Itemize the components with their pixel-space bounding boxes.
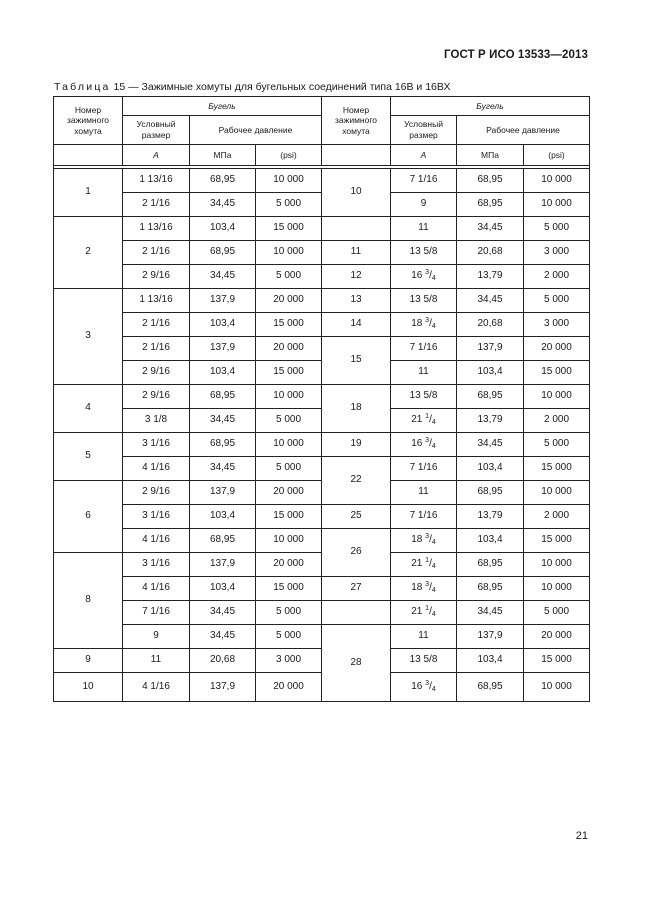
cell: 68,95 <box>457 481 524 505</box>
cell: 10 000 <box>524 169 590 193</box>
clamp-cell: 11 <box>322 241 391 265</box>
cell: 2 1/16 <box>123 193 190 217</box>
cell: 11 <box>391 217 457 241</box>
unit-mpa-2: МПа <box>457 145 524 166</box>
cell: 1 13/16 <box>123 217 190 241</box>
den: 4 <box>431 443 436 451</box>
fraction-size: 16 $^3/_4$ <box>411 437 436 451</box>
header-clamp-number: Номер зажимного хомута <box>54 97 123 145</box>
fraction-size: 18 $^3/_4$ <box>411 317 436 331</box>
cell: 4 1/16 <box>123 673 190 702</box>
clamp-cell: 18 <box>322 385 391 433</box>
cell: 3 000 <box>524 313 590 337</box>
cell: 13,79 <box>457 409 524 433</box>
cell: 2 1/16 <box>123 313 190 337</box>
cell: 10 000 <box>256 169 322 193</box>
cell: 5 000 <box>256 601 322 625</box>
cell: 2 9/16 <box>123 265 190 289</box>
cell: 137,9 <box>190 553 256 577</box>
cell: 137,9 <box>190 673 256 702</box>
cell: 137,9 <box>190 337 256 361</box>
cell: 5 000 <box>524 217 590 241</box>
cell: 10 000 <box>524 481 590 505</box>
cell: 4 1/16 <box>123 529 190 553</box>
cell: 137,9 <box>457 625 524 649</box>
cell: 137,9 <box>190 289 256 313</box>
cell: 34,45 <box>190 265 256 289</box>
cell: 10 000 <box>524 193 590 217</box>
unit-empty <box>54 145 123 166</box>
cell: 7 1/16 <box>391 169 457 193</box>
num: 1 <box>425 413 430 421</box>
cell: 137,9 <box>457 337 524 361</box>
cell: 103,4 <box>190 217 256 241</box>
cell: 9 <box>391 193 457 217</box>
clamp-table <box>53 96 590 702</box>
cell: 5 000 <box>524 289 590 313</box>
cell: 5 000 <box>256 625 322 649</box>
cell: 1 13/16 <box>123 289 190 313</box>
cell: 5 000 <box>524 433 590 457</box>
clamp-cell: 10 <box>322 169 391 217</box>
cell: 13,79 <box>457 265 524 289</box>
cell: 20 000 <box>256 481 322 505</box>
cell: 34,45 <box>190 625 256 649</box>
header-size-2: Условный размер <box>391 116 457 145</box>
num: 3 <box>425 581 430 589</box>
cell: 5 000 <box>256 265 322 289</box>
clamp-cell: 22 <box>322 457 391 505</box>
cell: 10 000 <box>524 553 590 577</box>
den: 4 <box>431 539 436 547</box>
clamp-cell: 15 <box>322 337 391 385</box>
cell: 5 000 <box>524 601 590 625</box>
caption-text: 15 — Зажимные хомуты для бугельных соединений типа 16В и 16ВХ <box>113 81 451 93</box>
header-size: Условный размер <box>123 116 190 145</box>
cell: 4 1/16 <box>123 457 190 481</box>
header-hub-2: Бугель <box>391 97 590 116</box>
cell <box>391 265 457 289</box>
cell: 2 9/16 <box>123 385 190 409</box>
num: 3 <box>425 269 430 277</box>
cell: 34,45 <box>190 193 256 217</box>
cell: 10 000 <box>256 433 322 457</box>
cell: 11 <box>391 361 457 385</box>
cell: 68,95 <box>190 529 256 553</box>
table-caption <box>54 81 450 93</box>
cell: 2 000 <box>524 505 590 529</box>
cell: 34,45 <box>457 289 524 313</box>
cell: 3 000 <box>256 649 322 673</box>
cell <box>391 601 457 625</box>
unit-psi-2: (psi) <box>524 145 590 166</box>
cell: 20 000 <box>524 625 590 649</box>
cell: 10 000 <box>524 577 590 601</box>
cell: 15 000 <box>524 457 590 481</box>
cell: 11 <box>123 649 190 673</box>
whole: 16 <box>411 680 423 692</box>
cell: 137,9 <box>190 481 256 505</box>
cell: 5 000 <box>256 193 322 217</box>
cell: 3 1/8 <box>123 409 190 433</box>
clamp-cell-empty <box>322 217 391 241</box>
cell: 15 000 <box>256 505 322 529</box>
cell: 20 000 <box>256 337 322 361</box>
clamp-cell: 6 <box>54 481 123 553</box>
cell: 3 1/16 <box>123 505 190 529</box>
cell: 15 000 <box>524 529 590 553</box>
cell: 34,45 <box>190 457 256 481</box>
cell <box>391 433 457 457</box>
cell: 13 5/8 <box>391 385 457 409</box>
cell: 13 5/8 <box>391 649 457 673</box>
cell: 11 <box>391 625 457 649</box>
unit-psi: (psi) <box>256 145 322 166</box>
cell: 3 1/16 <box>123 553 190 577</box>
unit-empty-2 <box>322 145 391 166</box>
fraction-size: 21 $^1/_4$ <box>411 413 436 427</box>
whole: 21 <box>411 606 423 618</box>
unit-a-2: А <box>391 145 457 166</box>
page-number: 21 <box>575 830 588 842</box>
den: 4 <box>431 563 436 571</box>
clamp-cell: 4 <box>54 385 123 433</box>
den: 4 <box>431 323 436 331</box>
cell: 15 000 <box>524 649 590 673</box>
fraction-size: 18 $^3/_4$ <box>411 581 436 595</box>
cell: 13 5/8 <box>391 289 457 313</box>
cell: 11 <box>391 481 457 505</box>
num: 3 <box>425 317 430 325</box>
cell: 34,45 <box>190 601 256 625</box>
fraction-size: 21 $^1/_4$ <box>411 605 436 619</box>
cell: 20,68 <box>190 649 256 673</box>
whole: 16 <box>411 438 423 450</box>
header-clamp-number-2: Номер зажимного хомута <box>322 97 391 145</box>
cell <box>391 673 457 702</box>
clamp-cell-empty <box>322 601 391 625</box>
clamp-cell: 1 <box>54 169 123 217</box>
cell: 2 1/16 <box>123 241 190 265</box>
cell: 7 1/16 <box>123 601 190 625</box>
cell: 68,95 <box>190 241 256 265</box>
cell <box>391 553 457 577</box>
clamp-cell: 27 <box>322 577 391 601</box>
cell: 15 000 <box>256 313 322 337</box>
cell: 1 13/16 <box>123 169 190 193</box>
cell: 7 1/16 <box>391 457 457 481</box>
cell: 2 000 <box>524 265 590 289</box>
cell: 103,4 <box>457 529 524 553</box>
header-hub: Бугель <box>123 97 322 116</box>
clamp-cell: 5 <box>54 433 123 481</box>
cell: 34,45 <box>457 217 524 241</box>
clamp-cell: 3 <box>54 289 123 385</box>
clamp-cell: 12 <box>322 265 391 289</box>
cell: 68,95 <box>457 673 524 702</box>
cell: 103,4 <box>457 457 524 481</box>
cell: 7 1/16 <box>391 505 457 529</box>
cell: 2 9/16 <box>123 361 190 385</box>
cell: 15 000 <box>256 217 322 241</box>
cell: 10 000 <box>256 385 322 409</box>
cell: 34,45 <box>457 601 524 625</box>
cell: 34,45 <box>190 409 256 433</box>
cell: 68,95 <box>457 193 524 217</box>
cell: 2 1/16 <box>123 337 190 361</box>
cell: 34,45 <box>457 433 524 457</box>
den: 4 <box>431 611 436 619</box>
cell: 68,95 <box>190 433 256 457</box>
unit-mpa: МПа <box>190 145 256 166</box>
cell: 68,95 <box>190 169 256 193</box>
cell: 20 000 <box>256 553 322 577</box>
cell: 9 <box>123 625 190 649</box>
whole: 18 <box>411 318 423 330</box>
cell: 13,79 <box>457 505 524 529</box>
cell <box>391 577 457 601</box>
fraction-size: 21 $^1/_4$ <box>411 557 436 571</box>
clamp-cell: 14 <box>322 313 391 337</box>
cell: 103,4 <box>190 577 256 601</box>
clamp-cell: 28 <box>322 625 391 702</box>
header-pressure-2: Рабочее давление <box>457 116 590 145</box>
cell: 10 000 <box>256 241 322 265</box>
cell: 68,95 <box>190 385 256 409</box>
cell: 68,95 <box>457 169 524 193</box>
cell: 10 000 <box>524 673 590 702</box>
clamp-cell: 8 <box>54 553 123 649</box>
caption-prefix: Таблица <box>54 81 111 93</box>
unit-a: А <box>123 145 190 166</box>
clamp-cell: 10 <box>54 673 123 702</box>
clamp-cell: 2 <box>54 217 123 289</box>
num: 3 <box>425 437 430 445</box>
cell: 10 000 <box>524 385 590 409</box>
fraction-size: 16 $^3/_4$ <box>411 269 436 283</box>
cell: 68,95 <box>457 577 524 601</box>
cell: 103,4 <box>457 361 524 385</box>
cell: 4 1/16 <box>123 577 190 601</box>
cell: 7 1/16 <box>391 337 457 361</box>
whole: 21 <box>411 414 423 426</box>
num: 3 <box>425 533 430 541</box>
clamp-cell: 13 <box>322 289 391 313</box>
whole: 21 <box>411 558 423 570</box>
num: 3 <box>425 679 430 687</box>
cell: 20 000 <box>256 289 322 313</box>
den: 4 <box>431 419 436 427</box>
den: 4 <box>431 275 436 283</box>
cell: 20 000 <box>524 337 590 361</box>
cell: 13 5/8 <box>391 241 457 265</box>
num: 1 <box>425 605 430 613</box>
cell: 103,4 <box>190 313 256 337</box>
cell: 103,4 <box>457 649 524 673</box>
num: 1 <box>425 557 430 565</box>
cell: 10 000 <box>256 529 322 553</box>
cell: 2 000 <box>524 409 590 433</box>
clamp-cell: 25 <box>322 505 391 529</box>
cell: 5 000 <box>256 409 322 433</box>
cell <box>391 313 457 337</box>
fraction-size: 18 $^3/_4$ <box>411 533 436 547</box>
standard-header: ГОСТ Р ИСО 13533—2013 <box>443 49 588 61</box>
cell <box>391 529 457 553</box>
den: 4 <box>431 685 436 693</box>
cell: 15 000 <box>524 361 590 385</box>
cell: 68,95 <box>457 385 524 409</box>
cell: 103,4 <box>190 361 256 385</box>
cell: 20,68 <box>457 313 524 337</box>
den: 4 <box>431 587 436 595</box>
whole: 18 <box>411 534 423 546</box>
cell: 103,4 <box>190 505 256 529</box>
clamp-cell: 9 <box>54 649 123 673</box>
whole: 18 <box>411 582 423 594</box>
header-pressure: Рабочее давление <box>190 116 322 145</box>
cell <box>391 409 457 433</box>
whole: 16 <box>411 270 423 282</box>
clamp-cell: 26 <box>322 529 391 577</box>
clamp-cell: 19 <box>322 433 391 457</box>
cell: 20,68 <box>457 241 524 265</box>
cell: 3 1/16 <box>123 433 190 457</box>
cell: 20 000 <box>256 673 322 702</box>
cell: 5 000 <box>256 457 322 481</box>
cell: 3 000 <box>524 241 590 265</box>
fraction-size: 16 $^3/_4$ <box>411 679 436 693</box>
cell: 68,95 <box>457 553 524 577</box>
cell: 15 000 <box>256 577 322 601</box>
cell: 15 000 <box>256 361 322 385</box>
cell: 2 9/16 <box>123 481 190 505</box>
